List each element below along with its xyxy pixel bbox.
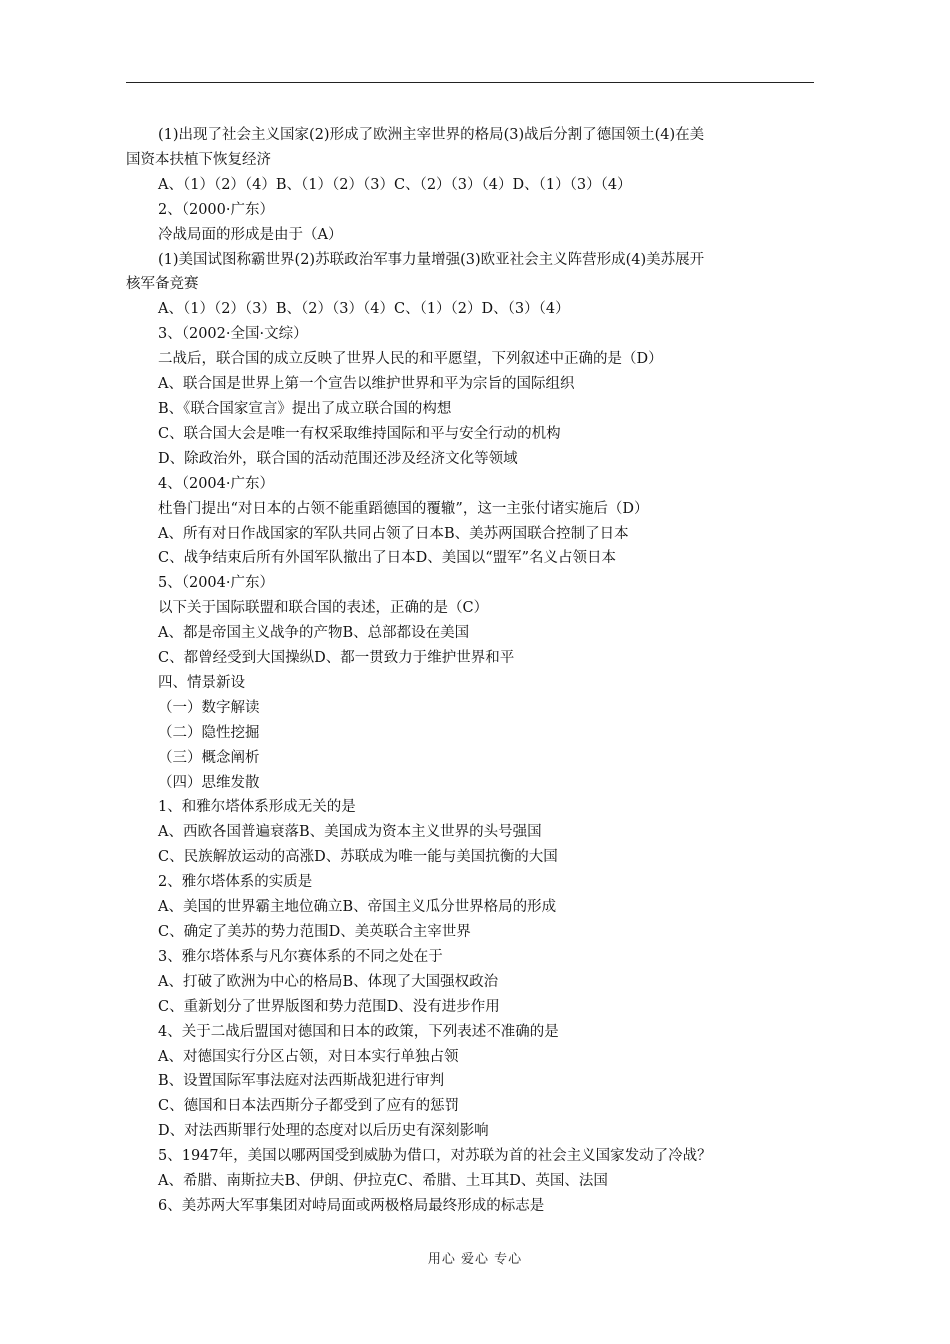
answer-option: A、对德国实行分区占领，对日本实行单独占领 [158, 1048, 459, 1065]
question-stem: 6、美苏两大军事集团对峙局面或两极格局最终形成的标志是 [158, 1197, 545, 1214]
question-stem: 2、雅尔塔体系的实质是 [158, 874, 313, 891]
text-line: 国资本扶植下恢复经济 [126, 151, 271, 168]
answer-options: A、打破了欧洲为中心的格局B、体现了大国强权政治 [158, 973, 499, 990]
answer-option: D、对法西斯罪行处理的态度对以后历史有深刻影响 [158, 1123, 489, 1140]
question-stem: 二战后，联合国的成立反映了世界人民的和平愿望，下列叙述中正确的是（D） [158, 351, 663, 368]
answer-option: C、联合国大会是唯一有权采取维持国际和平与安全行动的机构 [158, 425, 561, 442]
question-stem: 杜鲁门提出“对日本的占领不能重蹈德国的覆辙”，这一主张付诸实施后（D） [158, 500, 649, 517]
question-number: 2、（2000·广东） [158, 201, 274, 218]
question-stem: 5、1947年，美国以哪两国受到威胁为借口，对苏联为首的社会主义国家发动了冷战？ [158, 1148, 712, 1165]
question-number: 4、（2004·广东） [158, 475, 274, 492]
page-footer: 用心 爱心 专心 [427, 1252, 523, 1267]
answer-options: A、（1）（2）（4）B、（1）（2）（3）C、（2）（3）（4）D、（1）（3）（4） [158, 176, 632, 193]
answer-option: C、德国和日本法西斯分子都受到了应有的惩罚 [158, 1098, 460, 1115]
question-stem: 以下关于国际联盟和联合国的表述，正确的是（C） [158, 600, 489, 617]
text-line: (1)出现了社会主义国家(2)形成了欧洲主宰世界的格局(3)战后分割了德国领土(4)在美 [158, 127, 705, 143]
header-rule [126, 82, 814, 83]
answer-options: A、西欧各国普遍衰落B、美国成为资本主义世界的头号强国 [158, 824, 542, 841]
subsection-heading: （一）数字解读 [158, 699, 260, 716]
answer-options: C、确定了美苏的势力范围D、美英联合主宰世界 [158, 924, 471, 940]
subsection-heading: （二）隐性挖掘 [158, 724, 260, 741]
answer-options: C、民族解放运动的高涨D、苏联成为唯一能与美国抗衡的大国 [158, 849, 558, 866]
question-number: 3、（2002·全国·文综） [158, 326, 308, 343]
answer-options: A、希腊、南斯拉夫B、伊朗、伊拉克C、希腊、土耳其D、英国、法国 [158, 1173, 608, 1190]
document-body [126, 123, 818, 1219]
answer-option: D、除政治外，联合国的活动范围还涉及经济文化等领域 [158, 450, 518, 467]
answer-options: C、战争结束后所有外国军队撤出了日本D、美国以“盟军”名义占领日本 [158, 550, 617, 567]
answer-option: B、设置国际军事法庭对法西斯战犯进行审判 [158, 1073, 445, 1090]
answer-option: B、《联合国家宣言》提出了成立联合国的构想 [158, 400, 452, 417]
question-stem: 1、和雅尔塔体系形成无关的是 [158, 799, 356, 816]
answer-options: A、美国的世界霸主地位确立B、帝国主义瓜分世界格局的形成 [158, 899, 557, 916]
answer-options: A、都是帝国主义战争的产物B、总部都设在美国 [158, 625, 470, 642]
subsection-heading: （三）概念阐析 [158, 749, 260, 766]
answer-options: A、（1）（2）（3）B、（2）（3）（4）C、（1）（2）D、（3）（4） [158, 301, 570, 318]
answer-options: A、所有对日作战国家的军队共同占领了日本B、美苏两国联合控制了日本 [158, 525, 629, 542]
text-line: 核军备竞赛 [126, 276, 199, 293]
section-heading: 四、情景新设 [158, 674, 245, 691]
answer-options: C、都曾经受到大国操纵D、都一贯致力于维护世界和平 [158, 650, 515, 667]
question-stem: 4、关于二战后盟国对德国和日本的政策，下列表述不准确的是 [158, 1023, 559, 1040]
answer-options: C、重新划分了世界版图和势力范围D、没有进步作用 [158, 998, 500, 1015]
subsection-heading: （四）思维发散 [158, 774, 260, 791]
question-stem: 3、雅尔塔体系与凡尔赛体系的不同之处在于 [158, 948, 443, 965]
question-stem: 冷战局面的形成是由于（A） [158, 226, 343, 243]
question-number: 5、（2004·广东） [158, 575, 274, 592]
text-line: (1)美国试图称霸世界(2)苏联政治军事力量增强(3)欧亚社会主义阵营形成(4)美苏展开 [158, 251, 705, 268]
answer-option: A、联合国是世界上第一个宣告以维护世界和平为宗旨的国际组织 [158, 376, 575, 393]
